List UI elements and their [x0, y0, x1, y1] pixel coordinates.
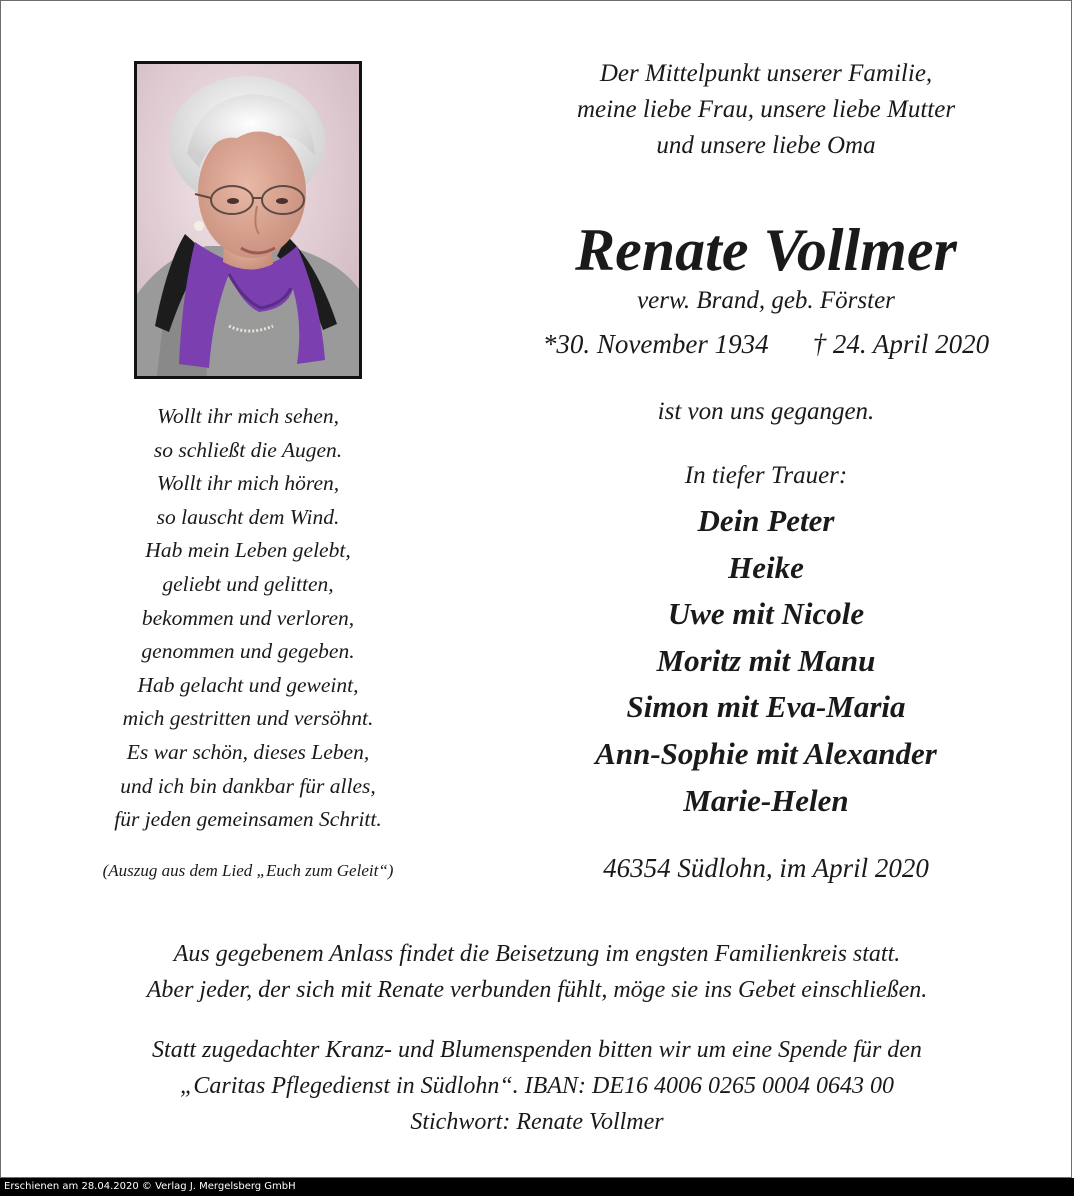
mourners-list — [520, 498, 1012, 824]
mourner-name: Simon mit Eva-Maria — [626, 689, 906, 725]
poem-line: Wollt ihr mich hören, — [156, 471, 340, 496]
mourner-name: Ann-Sophie mit Alexander — [595, 735, 937, 771]
mourning-intro: In tiefer Trauer: — [684, 462, 848, 489]
deceased-name: Renate Vollmer — [575, 217, 957, 283]
birth-names: verw. Brand, geb. Förster — [637, 287, 895, 314]
death-date: † 24. April 2020 — [812, 329, 990, 359]
birth-date: *30. November 1934 — [542, 329, 769, 359]
intro-line: und unsere liebe Oma — [656, 132, 876, 159]
donation-request — [40, 1032, 1034, 1140]
place-date: 46354 Südlohn, im April 2020 — [603, 853, 929, 883]
intro-text — [520, 56, 1012, 164]
donation-line: Statt zugedachter Kranz- und Blumenspenden bitten wir um eine Spende für den — [152, 1037, 922, 1063]
intro-line: Der Mittelpunkt unserer Familie, — [599, 60, 933, 87]
donation-line: „Caritas Pflegedienst in Südlohn“. IBAN: DE16 4006 0265 0004 0643 00 — [180, 1073, 894, 1099]
poem-line: so schließt die Augen. — [153, 437, 343, 462]
poem-line: für jeden gemeinsamen Schritt. — [114, 807, 382, 832]
poem-line: Hab gelacht und geweint, — [137, 672, 359, 697]
poem-line: geliebt und gelitten, — [162, 571, 334, 596]
mourner-name: Heike — [728, 549, 804, 585]
poem-line: genommen und gegeben. — [141, 639, 355, 664]
portrait-illustration — [137, 64, 359, 376]
poem-line: Es war schön, dieses Leben, — [126, 739, 370, 764]
notice-line: Aus gegebenem Anlass findet die Beisetzung im engsten Familienkreis statt. — [173, 941, 901, 967]
mourner-name: Dein Peter — [697, 503, 835, 538]
poem-line: mich gestritten und versöhnt. — [122, 706, 374, 731]
poem — [60, 400, 436, 837]
notice-line: Aber jeder, der sich mit Renate verbunden fühlt, möge sie ins Gebet einschließen. — [146, 977, 928, 1003]
poem-line: so lauscht dem Wind. — [156, 504, 340, 529]
passed-text: ist von uns gegangen. — [657, 398, 875, 425]
life-dates — [520, 326, 1012, 362]
poem-line: Wollt ihr mich sehen, — [157, 404, 339, 428]
poem-line: bekommen und verloren, — [141, 605, 355, 630]
mourner-name: Uwe mit Nicole — [667, 596, 865, 632]
funeral-notice — [40, 936, 1034, 1008]
intro-line: meine liebe Frau, unsere liebe Mutter — [576, 96, 956, 123]
mourner-name: Marie-Helen — [683, 782, 849, 818]
portrait-photo — [134, 61, 362, 379]
poem-line: und ich bin dankbar für alles, — [120, 773, 376, 798]
mourner-name: Moritz mit Manu — [656, 642, 876, 678]
publication-footer: Erschienen am 28.04.2020 © Verlag J. Mergelsberg GmbH — [0, 1178, 1074, 1196]
donation-line: Stichwort: Renate Vollmer — [410, 1109, 664, 1135]
poem-line: Hab mein Leben gelebt, — [145, 538, 351, 563]
poem-source: (Auszug aus dem Lied „Euch zum Geleit“) — [102, 861, 394, 880]
